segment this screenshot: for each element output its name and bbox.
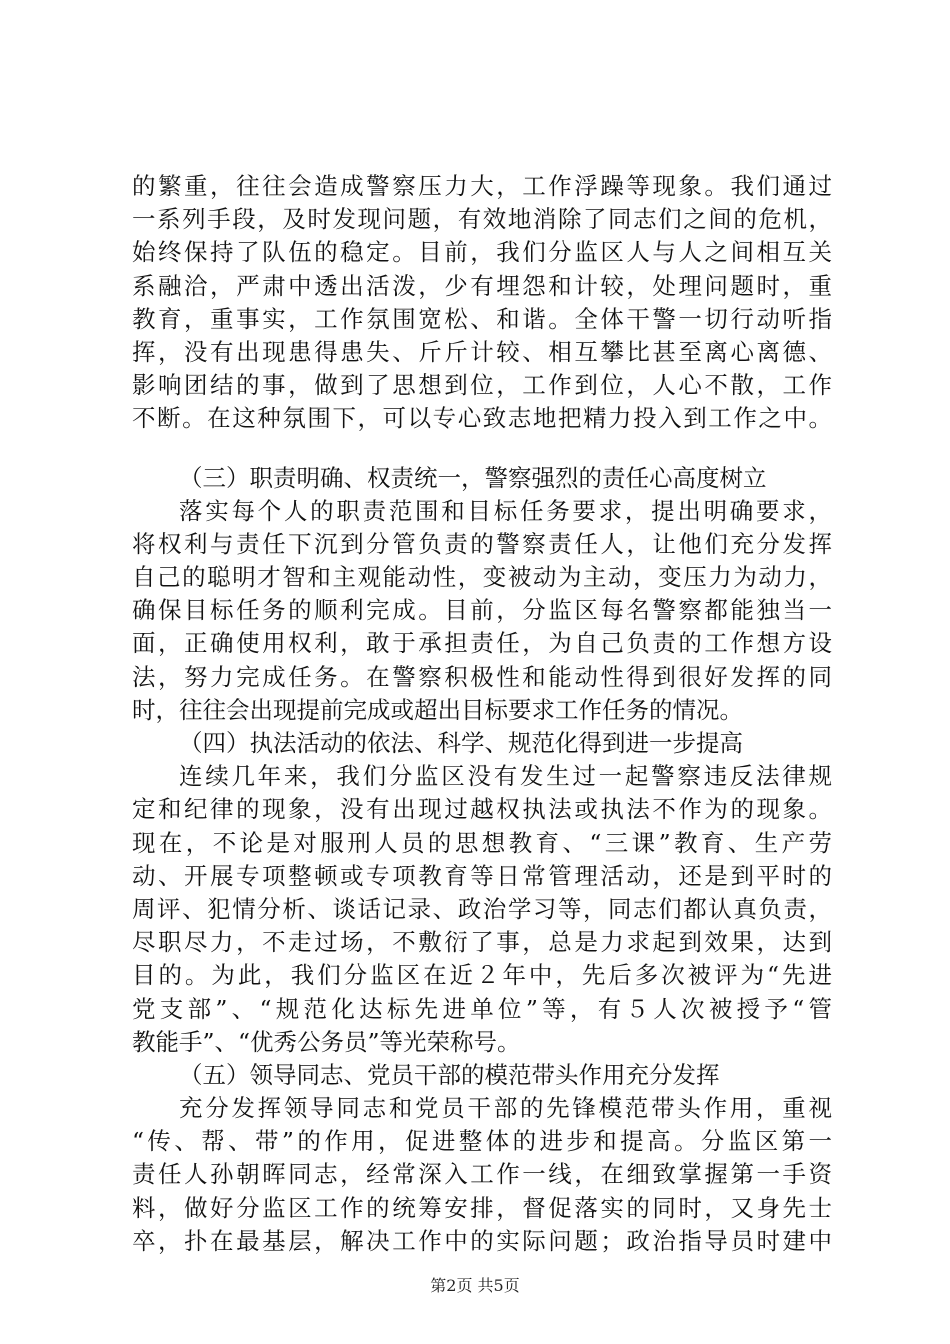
text-line: 始终保持了队伍的稳定。目前，我们分监区人与人之间相互关 [132,238,832,267]
text-line: “传、帮、带”的作用，促进整体的进步和提高。分监区第一 [132,1127,832,1156]
text-line: 落实每个人的职责范围和目标任务要求，提出明确要求， [179,496,832,525]
section-heading: （三）职责明确、权责统一，警察强烈的责任心高度树立 [179,463,767,492]
text-line: 将权利与责任下沉到分管负责的警察责任人，让他们充分发挥 [132,529,832,558]
text-line: 动、开展专项整顿或专项教育等日常管理活动，还是到平时的 [132,861,832,890]
text-line: 自己的聪明才智和主观能动性，变被动为主动，变压力为动力， [132,563,832,592]
text-line: 一系列手段，及时发现问题，有效地消除了同志们之间的危机， [132,205,832,234]
text-line: 不断。在这种氛围下，可以专心致志地把精力投入到工作之中。 [132,404,832,433]
text-line: 教能手”、“优秀公务员”等光荣称号。 [132,1027,521,1056]
text-line: 责任人孙朝晖同志，经常深入工作一线，在细致掌握第一手资 [132,1160,832,1189]
text-line: 尽职尽力，不走过场，不敷衍了事，总是力求起到效果，达到 [132,928,832,957]
section-four [132,727,832,1059]
text-line: 系融洽，严肃中透出活泼，少有埋怨和计较，处理问题时，重 [132,271,832,300]
text-line: 目的。为此，我们分监区在近２年中，先后多次被评为“先进 [132,961,832,990]
text-line: 时，往往会出现提前完成或超出目标要求工作任务的情况。 [132,695,743,724]
section-three [132,462,832,728]
section-five [132,1059,832,1258]
body-text [132,170,832,1258]
text-line: 的繁重，往往会造成警察压力大，工作浮躁等现象。我们通过 [132,172,832,200]
section-heading: （五）领导同志、党员干部的模范带头作用充分发挥 [179,1060,720,1089]
paragraph-gap [132,436,832,462]
text-line: 现在，不论是对服刑人员的思想教育、“三课”教育、生产劳 [132,828,832,857]
paragraph-continuation [132,170,832,436]
text-line: 面，正确使用权利，敢于承担责任，为自己负责的工作想方设 [132,629,832,658]
text-line: 料，做好分监区工作的统筹安排，督促落实的同时，又身先士 [132,1193,832,1222]
text-line: 影响团结的事，做到了思想到位，工作到位，人心不散，工作 [132,371,832,400]
text-line: 连续几年来，我们分监区没有发生过一起警察违反法律规 [179,762,832,791]
text-line: 法，努力完成任务。在警察积极性和能动性得到很好发挥的同 [132,662,832,691]
text-line: 确保目标任务的顺利完成。目前，分监区每名警察都能独当一 [132,596,832,625]
text-line: 党支部”、“规范化达标先进单位”等，有５人次被授予“管 [132,994,832,1023]
page-footer: 第2页 共5页 [430,1276,520,1295]
section-heading: （四）执法活动的依法、科学、规范化得到进一步提高 [179,729,743,757]
text-line: 教育，重事实，工作氛围宽松、和谐。全体干警一切行动听指 [132,304,832,333]
text-line: 挥，没有出现患得患失、斤斤计较、相互攀比甚至离心离德、 [132,337,832,366]
text-line: 定和纪律的现象，没有出现过越权执法或执法不作为的现象。 [132,795,832,824]
text-line: 卒，扑在最基层，解决工作中的实际问题；政治指导员时建中 [132,1226,832,1255]
text-line: 周评、犯情分析、谈话记录、政治学习等，同志们都认真负责， [132,894,832,923]
text-line: 充分发挥领导同志和党员干部的先锋模范带头作用，重视 [179,1094,832,1123]
